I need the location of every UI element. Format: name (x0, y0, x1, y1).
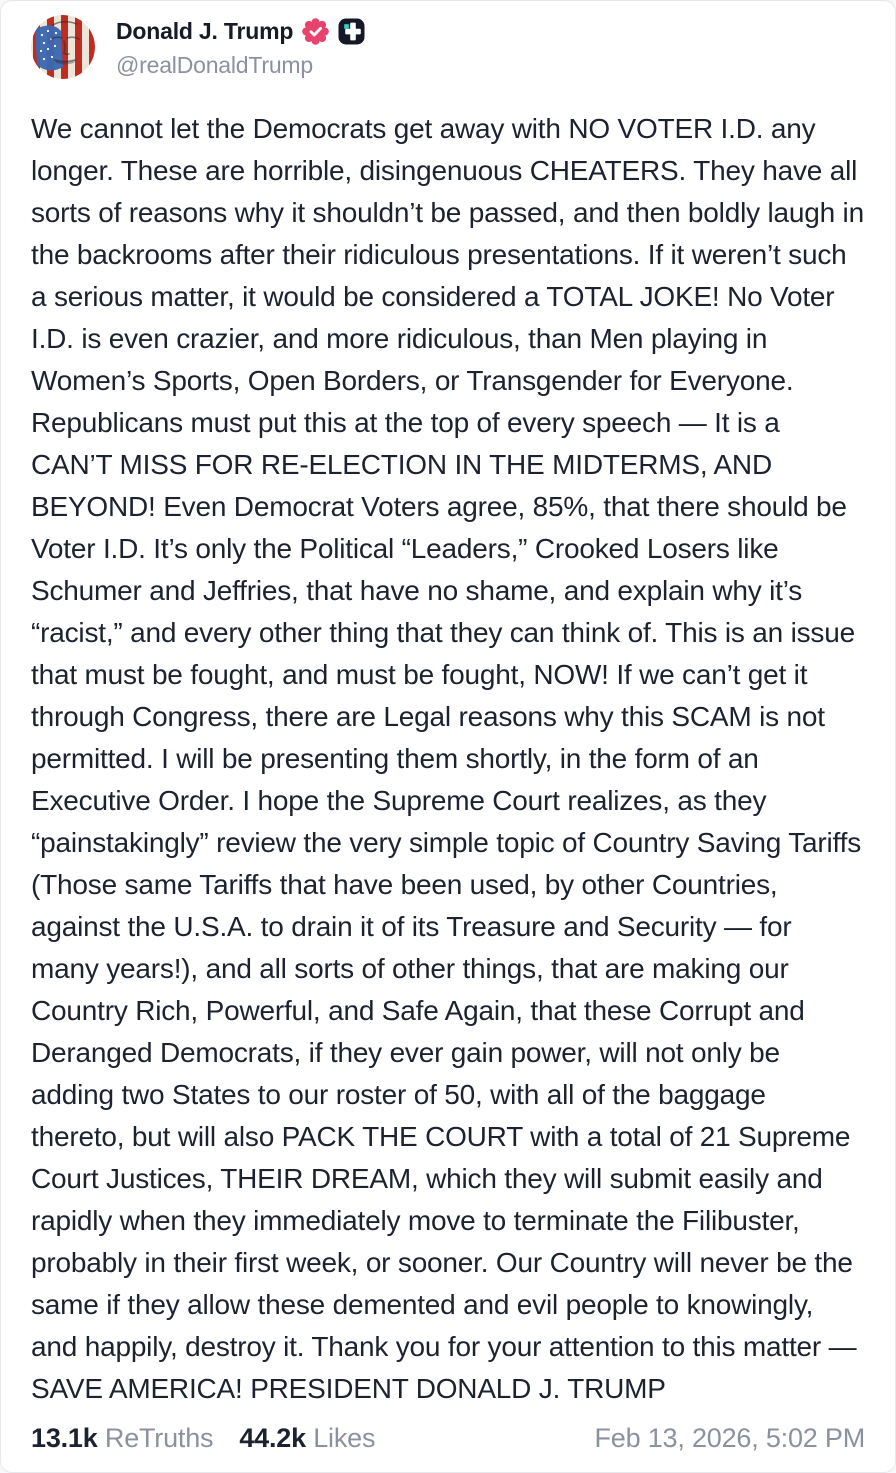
verified-check-icon (302, 18, 329, 45)
post-footer (31, 1409, 865, 1472)
retruths-count: 13.1k (31, 1423, 98, 1453)
post-stats (31, 1423, 375, 1454)
avatar[interactable] (31, 15, 95, 79)
truth-plus-icon (338, 18, 365, 45)
avatar-flag-face-image (31, 15, 95, 79)
likes-stat[interactable] (239, 1423, 375, 1454)
author-identity (116, 15, 365, 79)
likes-count: 44.2k (239, 1423, 306, 1453)
author-name-row (116, 18, 365, 45)
author-display-name[interactable]: Donald J. Trump (116, 18, 294, 44)
retruths-label: ReTruths (104, 1423, 214, 1453)
author-handle[interactable]: @realDonaldTrump (116, 52, 313, 78)
likes-label: Likes (313, 1423, 376, 1453)
post-timestamp[interactable]: Feb 13, 2026, 5:02 PM (594, 1423, 865, 1453)
post-body-text: We cannot let the Democrats get away with NO VOTER I.D. any longer. These are horrible, disingenuous CHEATERS. They have all sorts of reasons why it shouldn’t be passed, and then boldly laugh in the backrooms after their ridiculous presentations. If it weren’t such a serious matter, it would be considered a TOTAL JOKE! No Voter I.D. is even crazier, and more ridiculous, than Men playing in Women’s Sports, Open Borders, or Transgender for Everyone. Republicans must put this at the top of every speech — It is a CAN’T MISS FOR RE-ELECTION IN THE MIDTERMS, AND BEYOND! Even Democrat Voters agree, 85%, that there should be Voter I.D. It’s only the Political “Leaders,” Crooked Losers like Schumer and Jeffries, that have no shame, and explain why it’s “racist,” and every other thing that they can think of. This is an issue that must be fought, and must be fought, NOW! If we can’t get it through Congress, there are Legal reasons why this SCAM is not permitted. I will be presenting them shortly, in the form of an Executive Order. I hope the Supreme Court realizes, as they “painstakingly” review the very simple topic of Country Saving Tariffs (Those same Tariffs that have been used, by other Countries, against the U.S.A. to drain it of its Treasure and Security — for many years!), and all sorts of other things, that are making our Country Rich, Powerful, and Safe Again, that these Corrupt and Deranged Democrats, if they ever gain power, will not only be adding two States to our roster of 50, with all of the baggage thereto, but will also PACK THE COURT with a total of 21 Supreme Court Justices, THEIR DREAM, which they will submit easily and rapidly when they immediately move to terminate the Filibuster, probably in their first week, or sooner. Our Country will never be the same if they allow these demented and evil people to knowingly, and happily, destroy it. Thank you for your attention to this matter — SAVE AMERICA! PRESIDENT DONALD J. TRUMP (31, 113, 864, 1404)
post-header (31, 15, 865, 79)
retruths-stat[interactable] (31, 1423, 213, 1454)
